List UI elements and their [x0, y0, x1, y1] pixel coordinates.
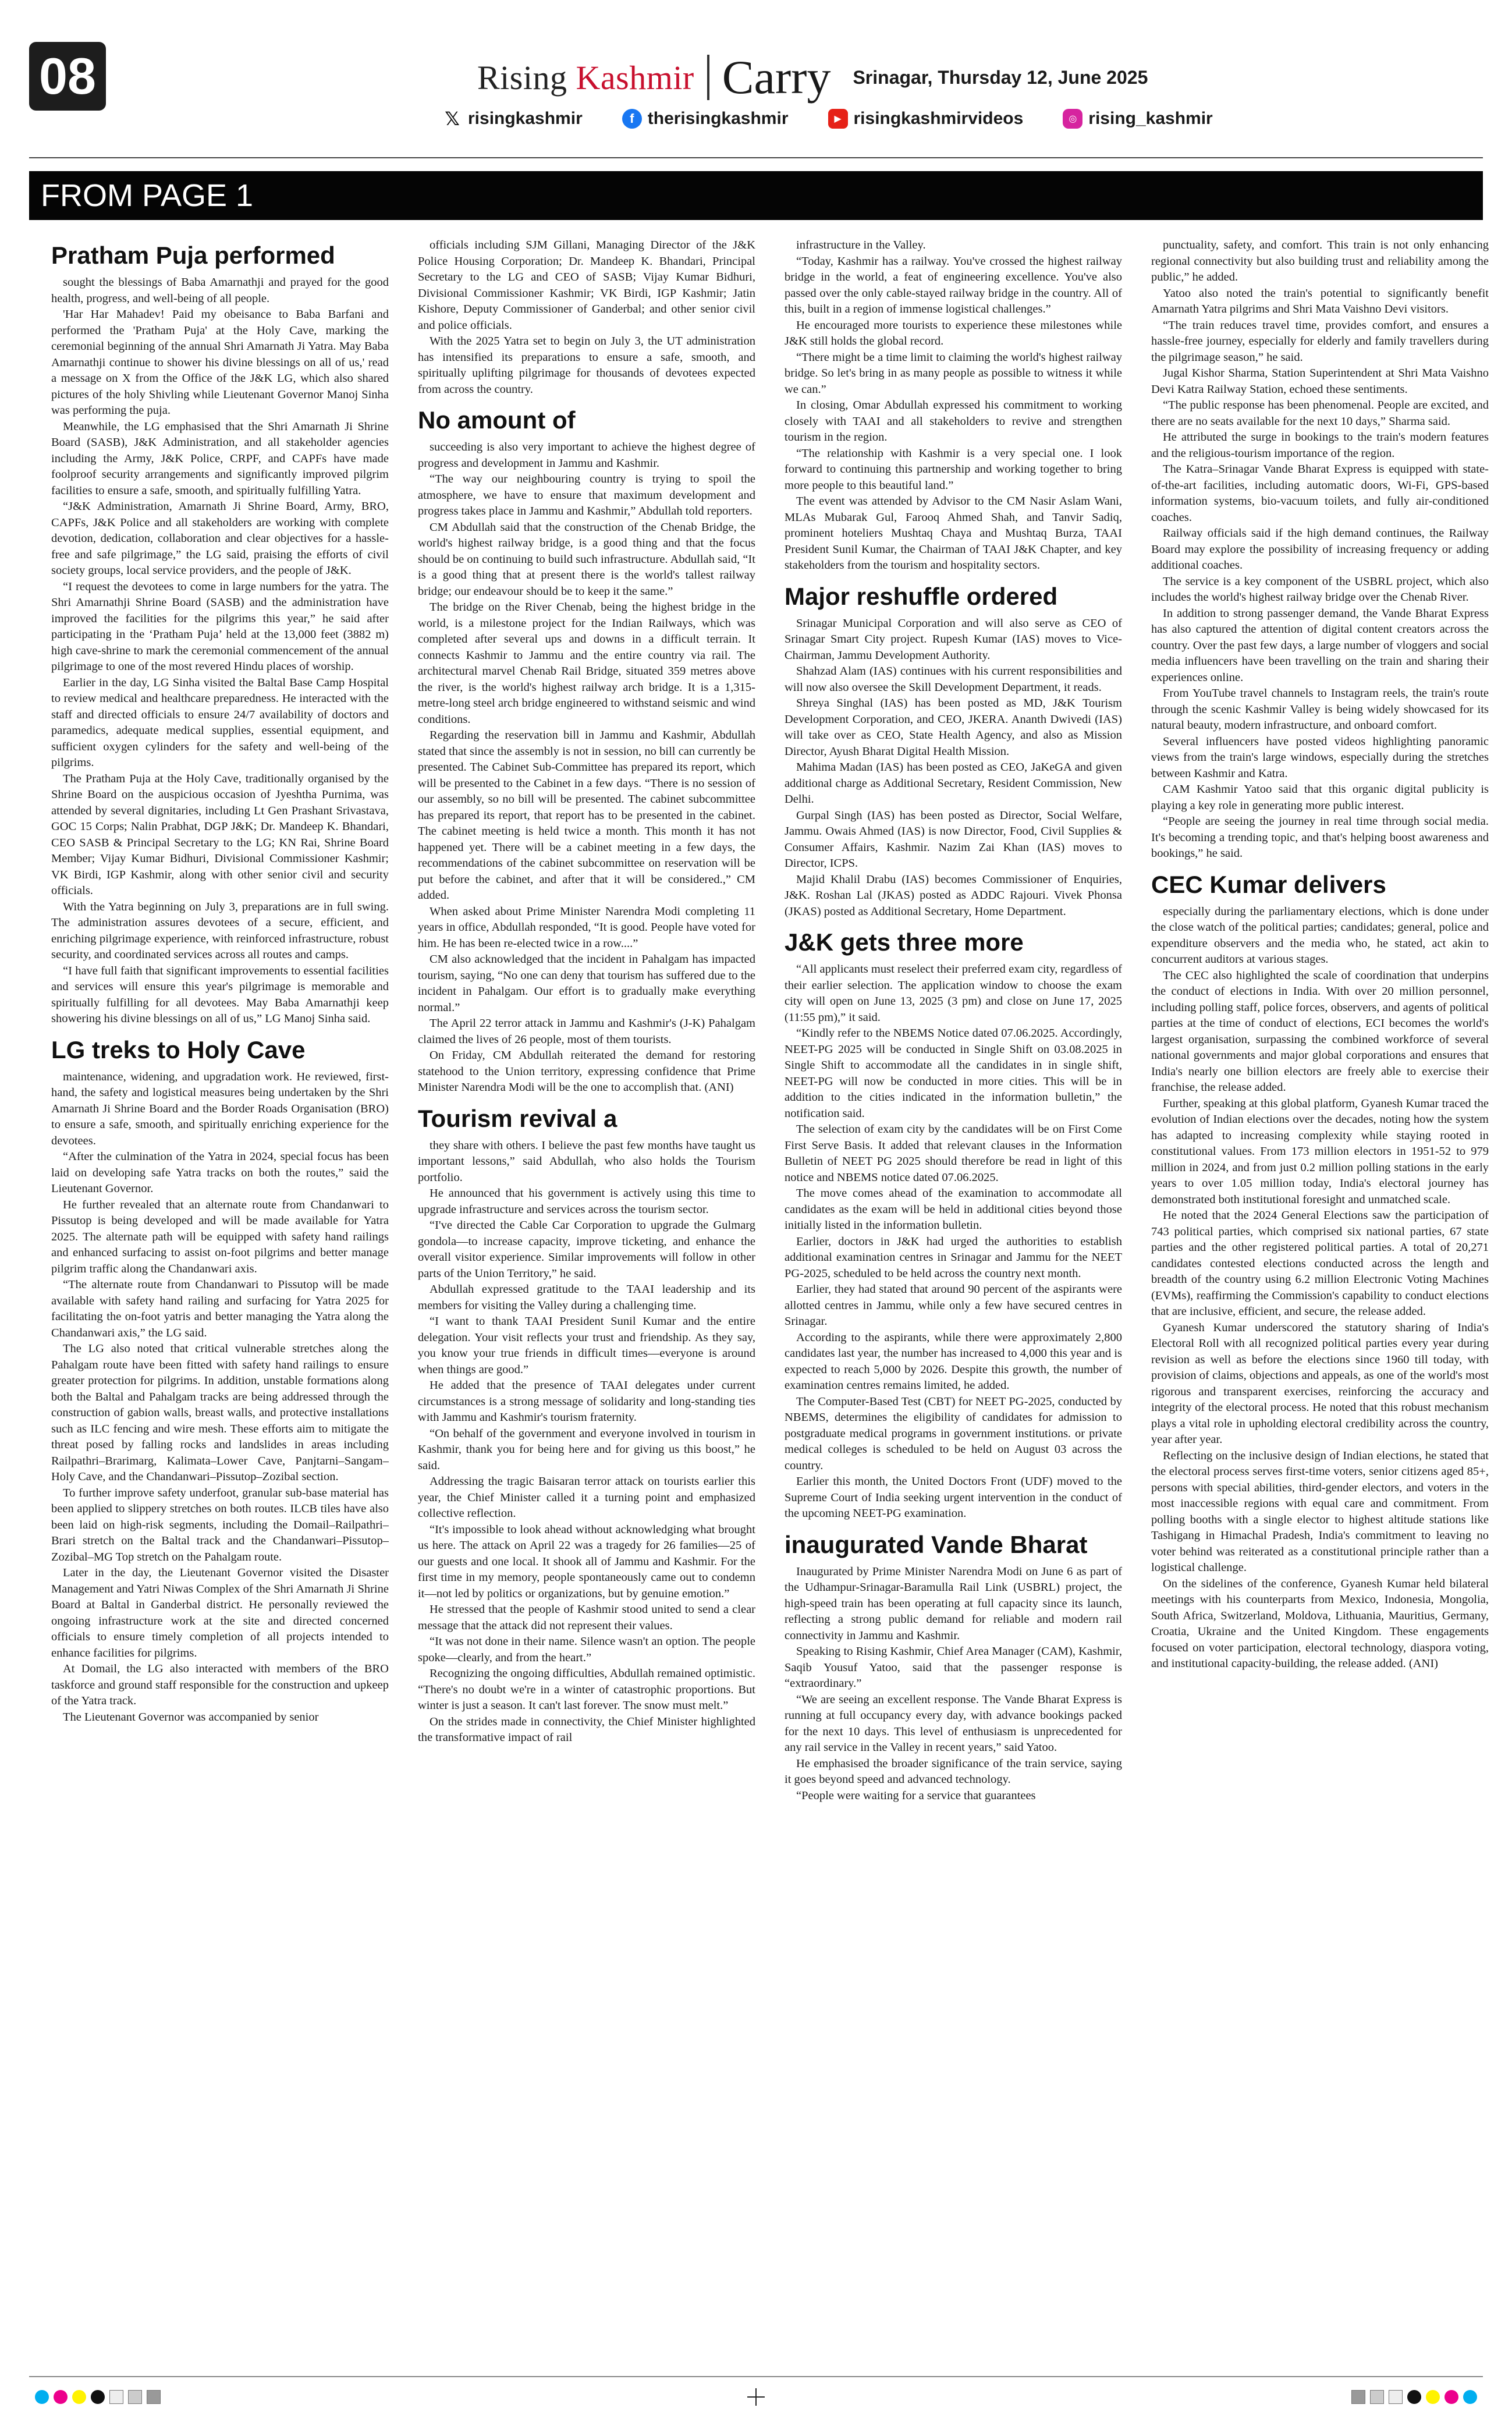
article-paragraph: “Today, Kashmir has a railway. You've crossed the highest railway bridge in the world, a feat of engineering excellence. You've also passed over the only cable-stayed railway bridge in the country. All of this, built in a region of immense logistical challenges.”: [785, 254, 1122, 315]
dateline: Srinagar, Thursday 12, June 2025: [853, 66, 1148, 88]
article-paragraph: Srinagar Municipal Corporation and will also serve as CEO of Srinagar Smart City project. Rupesh Kumar (IAS) moves to Vice-Chairman, Jammu Development Authority.: [785, 616, 1122, 662]
brand-name-rising: Rising: [477, 58, 576, 97]
article-paragraph: Addressing the tragic Baisaran terror attack on tourists earlier this year, the Chief Minister called it a turning point and emphasized collective reflection.: [418, 1475, 755, 1520]
brand-name-kashmir: Kashmir: [576, 58, 694, 97]
article-paragraph: “There might be a time limit to claiming the world's highest railway bridge. So let's bring in as many people as possible to witness it while we can.”: [785, 350, 1122, 396]
article-paragraph: Abdullah expressed gratitude to the TAAI leadership and its members for visiting the Valley during a challenging time.: [418, 1283, 755, 1312]
article-paragraph: “I've directed the Cable Car Corporation to upgrade the Gulmarg gondola—to increase capacity, improve ticketing, and enhance the overall visitor experience. Similar improvements will follow in other parts of the Union Territory,” he said.: [418, 1219, 755, 1280]
article-paragraph: they share with others. I believe the past few months have taught us important lessons,” said Abdullah, who also holds the Tourism portfolio.: [418, 1139, 755, 1184]
column-4: [1151, 237, 1489, 2356]
article: [418, 406, 755, 1096]
article-paragraph: He announced that his government is actively using this time to upgrade infrastructure and services across the tourism sector.: [418, 1187, 755, 1216]
article-paragraph: maintenance, widening, and upgradation work. He reviewed, first-hand, the safety and logistical measures being undertaken by the Shri Amarnath Ji Shrine Board and the Border Roads Organisation (BRO) to ensure a safe, smooth, and spiritually enriching experience for the devotees.: [51, 1070, 389, 1147]
article-paragraph: “I want to thank TAAI President Sunil Kumar and the entire delegation. Your visit reflects your trust and friendship. As they say, you know your true friends in difficult times—everyone is around when things are good.”: [418, 1315, 755, 1376]
black-dot: [1407, 2390, 1421, 2404]
article-paragraph: The CEC also highlighted the scale of coordination that underpins the conduct of elections in India. With over 20 million personnel, including polling staff, police forces, observers, and agents of political parties at the time of conduct of elections, ECI becomes the world's largest organisation, surpassing the combined workforce of several national governments and major global corporations and ensures that India's nearly one billion electors are freely able to exercise their franchise, the release added.: [1151, 969, 1489, 1094]
article-paragraph: 'Har Har Mahadev! Paid my obeisance to Baba Barfani and performed the 'Pratham Puja' at the Holy Cave, marking the ceremonial beginning of the annual Shri Amarnath Ji Yatra. May Baba Amarnathji continue to shower his divine blessings on all of us,' read a message on X from the Office of the J&K LG, which also shared pictures of the holy Shivling while Lieutenant Governor Manoj Sinha was performing the puja.: [51, 308, 389, 417]
article-paragraph: Later in the day, the Lieutenant Governor visited the Disaster Management and Yatri Niwas Complex of the Shri Amarnath Ji Shrine Board at Baltal in Ganderbal district. He personally reviewed the ongoing infrastructure work at the site and directed concerned officials to ensure timely completion of all projects intended to enhance facilities for pilgrims.: [51, 1566, 389, 1659]
article-paragraph: Mahima Madan (IAS) has been posted as CEO, JaKeGA and given additional charge as Additional Secretary, Resident Commission, New Delhi.: [785, 761, 1122, 806]
article-paragraph: On the strides made in connectivity, the Chief Minister highlighted the transformative impact of rail: [418, 1715, 755, 1744]
article-paragraph: “After the culmination of the Yatra in 2024, special focus has been laid on developing safe Yatra tracks on both the routes,” said the Lieutenant Governor.: [51, 1150, 389, 1195]
article-paragraph: He encouraged more tourists to experience these milestones while J&K still holds the global record.: [785, 318, 1122, 347]
article-paragraph: officials including SJM Gillani, Managing Director of the J&K Police Housing Corporation; Dr. Mandeep K. Bhandari, Principal Secretary to the LG and CEO of SASB; Vijay Kumar Bidhuri, Divisional Commissioner Kashmir; VK Birdi, IGP Kashmir; Jatin Kishore, Deputy Commissioner of Ganderbal; and other senior civil and police officials.: [418, 239, 755, 332]
article-paragraph: In addition to strong passenger demand, the Vande Bharat Express has also captured the attention of digital content creators across the country. Over the past few days, a large number of vloggers and social media influencers have been travelling on the train and sharing their experiences online.: [1151, 607, 1489, 684]
article-paragraph: “I have full faith that significant improvements to essential facilities and services will ensure this year's pilgrimage is memorable and spiritually fulfilling for all devotees. May Baba Amarnathji keep showering his divine blessings on all of us,” LG Manoj Sinha said.: [51, 964, 389, 1025]
article-paragraph: He attributed the surge in bookings to the train's modern features and the religious-tourism importance of the region.: [1151, 431, 1489, 460]
tint-swatch: [1351, 2390, 1365, 2404]
article-headline: inaugurated Vande Bharat: [785, 1530, 1088, 1558]
tint-swatch: [1370, 2390, 1384, 2404]
article-paragraph: The selection of exam city by the candidates will be on First Come First Serve Basis. It added that relevant clauses in the Information Bulletin of NEET PG 2025 should therefore be read in light of this notice and NBEMS notice dated 07.06.2025.: [785, 1123, 1122, 1184]
article-paragraph: Earlier, they had stated that around 90 percent of the aspirants were allotted centres in Jammu, while only a few have secured centres in Srinagar.: [785, 1283, 1122, 1328]
social-x[interactable]: [442, 109, 583, 129]
article-paragraph: sought the blessings of Baba Amarnathji and prayed for the good health, progress, and well-being of all people.: [51, 276, 389, 305]
article-headline: LG treks to Holy Cave: [51, 1036, 306, 1063]
article-paragraph: He stressed that the people of Kashmir stood united to send a clear message that the attack did not represent their values.: [418, 1603, 755, 1632]
tint-swatch: [128, 2390, 142, 2404]
article-paragraph: “All applicants must reselect their preferred exam city, regardless of their earlier selection. The application window to choose the exam city will open on June 13, 2025 (3 pm) and close on June 17, 2025 (11:55 pm),” it said.: [785, 963, 1122, 1024]
article-paragraph: “It was not done in their name. Silence wasn't an option. The people spoke—clearly, and from the heart.”: [418, 1635, 755, 1664]
article-paragraph: Further, speaking at this global platform, Gyanesh Kumar traced the evolution of Indian elections over the decades, noting how the system has adapted to increasing complexity while staying rooted in constitutional values. From 173 million electors in 1951-52 to 979 million in 2024, and from just 0.2 million polling stations in the early years to over 1.05 million today, India's electoral journey has demonstrated both institutional foresight and unmatched scale.: [1151, 1097, 1489, 1206]
article-paragraph: Gyanesh Kumar underscored the statutory sharing of India's Electoral Roll with all recognized political parties every year during revision as well as before the elections since 1960 till today, with provision of claims, objections and appeals, as one of the world's most rigorous and transparent exercises, reinforcing the accuracy and integrity of the electoral process. He noted that this robust mechanism plays a vital role in upholding electoral credibility across the country, year after year.: [1151, 1321, 1489, 1446]
magenta-dot: [1444, 2390, 1458, 2404]
article-paragraph: The Lieutenant Governor was accompanied by senior: [63, 1710, 319, 1724]
facebook-icon: f: [622, 109, 642, 129]
article: [785, 582, 1122, 920]
article-paragraph: Yatoo also noted the train's potential to significantly benefit Amarnath Yatra pilgrims and Shri Mata Vaishno Devi visitors.: [1151, 286, 1489, 315]
article-paragraph: Gurpal Singh (IAS) has been posted as Director, Social Welfare, Jammu. Owais Ahmed (IAS) is now Director, Food, Civil Supplies & Consumer Affairs, Kashmir. Nazim Zai Khan (IAS) moves to Director, ICPS.: [785, 809, 1122, 870]
article-paragraph: With the Yatra beginning on July 3, preparations are in full swing. The administration assures devotees of a secure, efficient, and enriching pilgrimage experience, with reinforced infrastructure, robust security, and coordinated services across all routes and camps.: [51, 900, 389, 961]
registration-marks: [35, 2387, 1477, 2407]
article: [785, 928, 1122, 1522]
cyan-dot: [1463, 2390, 1477, 2404]
article-paragraph: punctuality, safety, and comfort. This train is not only enhancing regional connectivity but also building trust and reliability among the public,” he added.: [1151, 239, 1489, 283]
article-paragraph: “The relationship with Kashmir is a very special one. I look forward to continuing this partnership and working together to bring more people to this beautiful land.”: [785, 446, 1122, 492]
social-handle: rising_kashmir: [1088, 109, 1213, 128]
article-paragraph: The bridge on the River Chenab, being the highest bridge in the world, is a milestone project for the Indian Railways, which was completed after several ups and downs in a difficult terrain. It connects Kashmir to Jammu and the entire country via rail. The architectural marvel Chenab Rail Bridge, situated 359 metres above the river, is the world's highest railway arch bridge. It is a 1,315-metre-long steel arch bridge engineered to withstand seismic and wind conditions.: [418, 601, 755, 726]
social-links: [442, 102, 1213, 135]
article-paragraph: Reflecting on the inclusive design of Indian elections, he stated that the electoral process serves first-time voters, senior citizens aged 85+, persons with special abilities, third-gender electors, and voters in the most inaccessible regions with equal care and commitment. From polling booths with a single elector to highest altitude stations like Tashigang in Himachal Pradesh, India's commitment to leaving no voter behind was reiterated as a constitutional principle rather than a logistical challenge.: [1151, 1449, 1489, 1574]
article-paragraph: CM Abdullah said that the construction of the Chenab Bridge, the world's highest railway bridge, is a good thing and that the focus should be on continuing to build such infrastructure. Abdullah said, “It is a good thing that at present there is the world's tallest railway bridge; our endeavour should be to keep it the same.”: [418, 520, 755, 598]
article-paragraph: Earlier in the day, LG Sinha visited the Baltal Base Camp Hospital to review medical and healthcare preparedness. He interacted with the staff and directed officials to ensure 24/7 availability of doctors and paramedics, adequate medical supplies, essential equipment, and sufficient oxygen cylinders for the safety and well-being of the pilgrims.: [51, 676, 389, 769]
article-paragraph: Jugal Kishor Sharma, Station Superintendent at Shri Mata Vaishno Devi Katra Railway Station, echoed these sentiments.: [1151, 367, 1489, 396]
article-paragraph: “J&K Administration, Amarnath Ji Shrine Board, Army, BRO, CAPFs, J&K Police and all stakeholders are working with complete devotion, dedication, collaboration and clear objectives for a hassle-free and safe pilgrimage,” the LG said, praising the efforts of civil society groups, local service providers, and the people of J&K.: [51, 500, 389, 577]
article: [785, 1530, 1122, 1804]
social-handle: therisingkashmir: [647, 109, 789, 128]
article: [785, 237, 1122, 574]
article-paragraph: In closing, Omar Abdullah expressed his commitment to working closely with TAAI and all stakeholders to revive and strengthen tourism in the region.: [785, 399, 1122, 444]
article-headline: Tourism revival a: [418, 1104, 617, 1132]
article-paragraph: “Kindly refer to the NBEMS Notice dated 07.06.2025. Accordingly, NEET-PG 2025 will be conducted in Single Shift on 03.08.2025 in Single Shift to accommodate all the candidates in in single shift, NEET-PG will now be conducted in more cities. This will be in addition to the cities indicated in the information bulletin,” the notification said.: [785, 1027, 1122, 1120]
section-name: Carry: [722, 51, 831, 104]
article-paragraph: infrastructure in the Valley.: [796, 239, 926, 251]
article-paragraph: Shahzad Alam (IAS) continues with his current responsibilities and will now also oversee the Skill Development Department, it reads.: [785, 665, 1122, 694]
article-paragraph: “It's impossible to look ahead without acknowledging what brought us here. The attack on April 22 was a tragedy for 26 families—25 of our guests and one local. It shook all of Jammu and Kashmir. For the first time in my memory, people spontaneously came out to condemn it—not led by politics or organizations, but by genuine emotion.”: [418, 1523, 755, 1600]
tint-swatch: [109, 2390, 123, 2404]
yellow-dot: [72, 2390, 86, 2404]
column-3: [785, 237, 1122, 2356]
article: [1151, 870, 1489, 1672]
column-2: [418, 237, 755, 2356]
section-banner: FROM PAGE 1: [29, 171, 1483, 220]
article-paragraph: The Computer-Based Test (CBT) for NEET PG-2025, conducted by NBEMS, determines the eligibility of candidates for admission to postgraduate medical programs in government institutions. or private medical colleges is scheduled to be held on August 03 across the country.: [785, 1395, 1122, 1472]
article-paragraph: To further improve safety underfoot, granular sub-base material has been applied to slippery stretches on both routes. ILCB tiles have also been laid on high-risk segments, including the Domail–Railpathri–Brari stretch on the Baltal track and the Chandanwari–Pissutop–Zozibal–MG Top stretch on the Pahalgam route.: [51, 1486, 389, 1563]
article-paragraph: At Domail, the LG also interacted with members of the BRO taskforce and ground staff responsible for the construction and upkeep of the Yatra track.: [51, 1662, 389, 1707]
page-number: 08: [29, 42, 106, 111]
color-dots-right: [1351, 2390, 1477, 2404]
article: [418, 237, 755, 398]
article-headline: CEC Kumar delivers: [1151, 870, 1386, 898]
social-youtube[interactable]: [828, 109, 1024, 129]
article-paragraph: CM also acknowledged that the incident in Pahalgam has impacted tourism, saying, “No one can deny that tourism has suffered due to the incident in Pahalgam. Our effort is to gradually make everything normal.”: [418, 953, 755, 1014]
tint-swatch: [1389, 2390, 1403, 2404]
article-paragraph: On Friday, CM Abdullah reiterated the demand for restoring statehood to the Union territory, expressing confidence that Prime Minister Narendra Modi will be the one to accomplish that. (ANI): [418, 1049, 755, 1094]
brand-logo: [477, 58, 694, 97]
column-1: [51, 237, 389, 2356]
article: [1151, 237, 1489, 862]
article-columns: [51, 237, 1489, 2356]
article-paragraph: “The public response has been phenomenal. People are excited, and there are no seats available for the next 10 days,” Sharma said.: [1151, 399, 1489, 428]
article-paragraph: Majid Khalil Drabu (IAS) becomes Commissioner of Enquiries, J&K. Roshan Lal (JKAS) posted as ADDC Rajouri. Vivek Phonsa (JKAS) posted as Additional Secretary, Home Department.: [785, 873, 1122, 918]
article-paragraph: From YouTube travel channels to Instagram reels, the train's route through the scenic Kashmir Valley is being widely showcased for its natural beauty, modern infrastructure, and onboard comfort.: [1151, 687, 1489, 732]
article-paragraph: He further revealed that an alternate route from Chandanwari to Pissutop is being developed and will be made available for Yatra 2025. The alternate path will be equipped with safety hand railings and enhanced surfacing to assist on-foot pilgrims and better manage pilgrim traffic along the Chandanwari axis.: [51, 1198, 389, 1275]
article: [51, 241, 389, 1027]
article-paragraph: The Pratham Puja at the Holy Cave, traditionally organised by the Shrine Board on the auspicious occasion of Jyeshtha Purnima, was attended by several dignitaries, including Lt Gen Prashant Srivastava, GOC 15 Corps; Nalin Prabhat, DGP J&K; Dr. Mandeep K. Bhandari, CEO SASB & Principal Secretary to the LG; KN Rai, Shrine Board Member; Vijay Kumar Bidhuri, Divisional Commissioner Kashmir; VK Birdi, IGP Kashmir, along with other senior civil and security officials.: [51, 772, 389, 897]
article-paragraph: Railway officials said if the high demand continues, the Railway Board may explore the possibility of increasing frequency or adding additional coaches.: [1151, 527, 1489, 572]
article-paragraph: “We are seeing an excellent response. The Vande Bharat Express is running at full occupancy every day, with advance bookings packed for the next 10 days. This level of enthusiasm is unprecedented for any rail service in the Valley in recent years,” said Yatoo.: [785, 1693, 1122, 1754]
article: [51, 1036, 389, 1726]
article-paragraph: According to the aspirants, while there were approximately 2,800 candidates last year, the number has increased to 4,000 this year and is expected to reach 5,000 by 2026. Despite this growth, the number of examination centres remains limited, he added.: [785, 1331, 1122, 1392]
article-paragraph: With the 2025 Yatra set to begin on July 3, the UT administration has intensified its preparations to ensure a safe, smooth, and spiritually uplifting pilgrimage for thousands of devotees expected from across the country.: [418, 335, 755, 396]
yellow-dot: [1426, 2390, 1440, 2404]
article-paragraph: He added that the presence of TAAI delegates under current circumstances is a strong message of solidarity and long-standing ties with Jammu and Kashmir's tourism fraternity.: [418, 1379, 755, 1424]
article-paragraph: “The train reduces travel time, provides comfort, and ensures a hassle-free journey, especially for elderly and family travellers during the pilgrimage season,” he said.: [1151, 318, 1489, 364]
instagram-icon: ◎: [1063, 109, 1082, 129]
masthead-divider: [707, 55, 709, 100]
article-paragraph: He noted that the 2024 General Elections saw the participation of 743 political parties, which comprised six national parties, 67 state parties and the other registered political parties. A total of 20,271 candidates contested elections conducted across the length and breadth of the country using 6.2 million Electronic Voting Machines (EVMs), reaffirming the Commission's capability to conduct elections that are inclusive, efficient, and secure, the release added.: [1151, 1209, 1489, 1318]
article-paragraph: Inaugurated by Prime Minister Narendra Modi on June 6 as part of the Udhampur-Srinagar-Baramulla Rail Link (USBRL) project, the high-speed train has been operating at full capacity since its launch, reflecting a strong public demand for reliable and modern rail connectivity in Jammu and Kashmir.: [785, 1565, 1122, 1642]
article-paragraph: CAM Kashmir Yatoo said that this organic digital publicity is playing a key role in generating more public interest.: [1151, 783, 1489, 812]
article-paragraph: “I request the devotees to come in large numbers for the yatra. The Shri Amarnathji Shrine Board (SASB) and the administration have improved the facilities for the pilgrims this year,” he said after participating in the ‘Pratham Puja’ held at the 13,000 feet (3882 m) high cave-shrine to mark the ceremonial commencement of the annual pilgrimage to one of the most revered Hindu places of worship.: [51, 580, 389, 673]
article-paragraph: The April 22 terror attack in Jammu and Kashmir's (J-K) Pahalgam claimed the lives of 26 people, most of them tourists.: [418, 1017, 755, 1046]
article-paragraph: On the sidelines of the conference, Gyanesh Kumar held bilateral meetings with his counterparts from Mexico, Indonesia, Mongolia, South Africa, Switzerland, Moldova, Lithuania, Mauritius, Germany, Croatia, Ukraine and the United Kingdom. These engagements focused on voter participation, electoral technology, diaspora voting, and institutional capacity-building, the release added. (ANI): [1151, 1577, 1489, 1670]
tint-swatch: [147, 2390, 161, 2404]
black-dot: [91, 2390, 105, 2404]
article-paragraph: “The way our neighbouring country is trying to spoil the atmosphere, we have to ensure that maximum development and progress takes place in Jammu and Kashmir,” Abdullah told reporters.: [418, 473, 755, 517]
color-dots-left: [35, 2390, 161, 2404]
article-paragraph: Speaking to Rising Kashmir, Chief Area Manager (CAM), Kashmir, Saqib Yousuf Yatoo, said that the passenger response is “extraordinary.”: [785, 1645, 1122, 1690]
article-paragraph: The service is a key component of the USBRL project, which also includes the world's highest railway bridge over the Chenab River.: [1151, 575, 1489, 604]
article: [418, 1104, 755, 1746]
article-paragraph: Meanwhile, the LG emphasised that the Shri Amarnath Ji Shrine Board (SASB), J&K Administration, and all stakeholder agencies including the Army, J&K Police, CRPF, and CAPFs have made foolproof security arrangements and significantly improved pilgrim facilities to ensure a safe, smooth, and spiritually fulfilling Yatra.: [51, 420, 389, 497]
social-handle: risingkashmir: [468, 109, 583, 128]
article-headline: Major reshuffle ordered: [785, 582, 1058, 610]
article-paragraph: The event was attended by Advisor to the CM Nasir Aslam Wani, MLAs Mubarak Gul, Farooq Ahmed Shah, and Tanvir Sadiq, prominent hoteliers Mushtaq Chaya and Mushtaq Burza, TAAI President Sunil Kumar, the Chairman of TAAI J&K Chapter, and key stakeholders from the tourism and hospitality sectors.: [785, 495, 1122, 572]
footer-rule: [29, 2376, 1483, 2377]
cyan-dot: [35, 2390, 49, 2404]
article-paragraph: “The alternate route from Chandanwari to Pissutop will be made available with safety hand railing and surfacing for Yatra 2025 for facilitating the on-foot yatris and better managing the Yatra along the Chandanwari axis,” the LG said.: [51, 1278, 389, 1339]
registration-cross-icon: [747, 2388, 765, 2406]
article-paragraph: When asked about Prime Minister Narendra Modi completing 11 years in office, Abdullah responded, “It is good. People have voted for him. He has been re-elected twice in a row....”: [418, 905, 755, 950]
article-headline: Pratham Puja performed: [51, 242, 335, 269]
social-facebook[interactable]: [622, 109, 789, 129]
masthead: [477, 45, 1222, 109]
social-handle: risingkashmirvideos: [853, 109, 1024, 128]
article-paragraph: “People are seeing the journey in real time through social media. It's becoming a trending topic, and that's helping boost awareness and bookings,” he said.: [1151, 815, 1489, 860]
article-headline: J&K gets three more: [785, 928, 1024, 956]
article-paragraph: Recognizing the ongoing difficulties, Abdullah remained optimistic. “There's no doubt we're in a winter of catastrophic proportions. But winter is just a season. It can't last forever. The snow must melt.”: [418, 1667, 755, 1712]
article-headline: No amount of: [418, 406, 576, 434]
youtube-icon: ▶: [828, 109, 848, 129]
article-paragraph: “On behalf of the government and everyone involved in tourism in Kashmir, thank you for being here and for giving us this boost,” he said.: [418, 1427, 755, 1472]
article-paragraph: succeeding is also very important to achieve the highest degree of progress and development in Jammu and Kashmir.: [418, 441, 755, 470]
article-paragraph: Earlier, doctors in J&K had urged the authorities to establish additional examination centres in Srinagar and Jammu for the NEET PG-2025, scheduled to be held across the country next month.: [785, 1235, 1122, 1280]
article-paragraph: especially during the parliamentary elections, which is done under the close watch of the political parties; candidates; general, police and expenditure observers and the media who, he stated, act akin to concurrent auditors at various stages.: [1151, 905, 1489, 966]
article-paragraph: “People were waiting for a service that guarantees: [796, 1789, 1036, 1802]
article-paragraph: The Katra–Srinagar Vande Bharat Express is equipped with state-of-the-art facilities, including automatic doors, Wi-Fi, GPS-based information systems, bio-vacuum toilets, and fully air-conditioned coaches.: [1151, 463, 1489, 524]
article-paragraph: Earlier this month, the United Doctors Front (UDF) moved to the Supreme Court of India seeking urgent intervention in the conduct of the upcoming NEET-PG examination.: [785, 1475, 1122, 1520]
article-paragraph: Several influencers have posted videos highlighting panoramic views from the train's large windows, especially during the stretches between Kashmir and Katra.: [1151, 735, 1489, 780]
article-paragraph: He emphasised the broader significance of the train service, saying it goes beyond speed and advanced technology.: [785, 1757, 1122, 1786]
social-instagram[interactable]: [1063, 109, 1212, 129]
article-paragraph: Regarding the reservation bill in Jammu and Kashmir, Abdullah stated that since the assembly is not in session, no bill can currently be presented. The Cabinet Sub-Committee has prepared its report, which will be presented to the Cabinet in a few days. “There is no session of our assembly, so no bill will be presented. The cabinet subcommittee has prepared its report, that report has to be presented in the cabinet. The cabinet meeting is held twice a month. This month it has not happened yet. There will be a cabinet meeting in a few days, the recommendations of the cabinet subcommittee on reservation will be put before the cabinet, and after that it will be considered.,” CM added.: [418, 729, 755, 902]
x-icon: 𝕏: [445, 108, 460, 129]
magenta-dot: [54, 2390, 68, 2404]
article-paragraph: The move comes ahead of the examination to accommodate all candidates as the exam will be held in additional cities beyond those initially listed in the information bulletin.: [785, 1187, 1122, 1232]
article-paragraph: The LG also noted that critical vulnerable stretches along the Pahalgam route have been fitted with safety hand railings to ensure greater protection for pilgrims. In addition, unstable formations along both the Baltal and Pahalgam tracks are being addressed through the construction of gabion walls, breast walls, and protective installations such as ILC fencing and wire mesh. These efforts aim to mitigate the threat posed by falling rocks and landslides in areas including Railpathri–Brarimarg, Kalimata–Lower Cave, Panjtarni–Sangam–Holy Cave, and the Chandanwari–Pissutop–Zozibal section.: [51, 1342, 389, 1483]
article-paragraph: Shreya Singhal (IAS) has been posted as MD, J&K Tourism Development Corporation, and CEO, JKERA. Ananth Dwivedi (IAS) will take over as CEO, State Health Agency, and also as Mission Director, Ayush Bharat Digital Health Mission.: [785, 697, 1122, 758]
header-rule: [29, 157, 1483, 158]
